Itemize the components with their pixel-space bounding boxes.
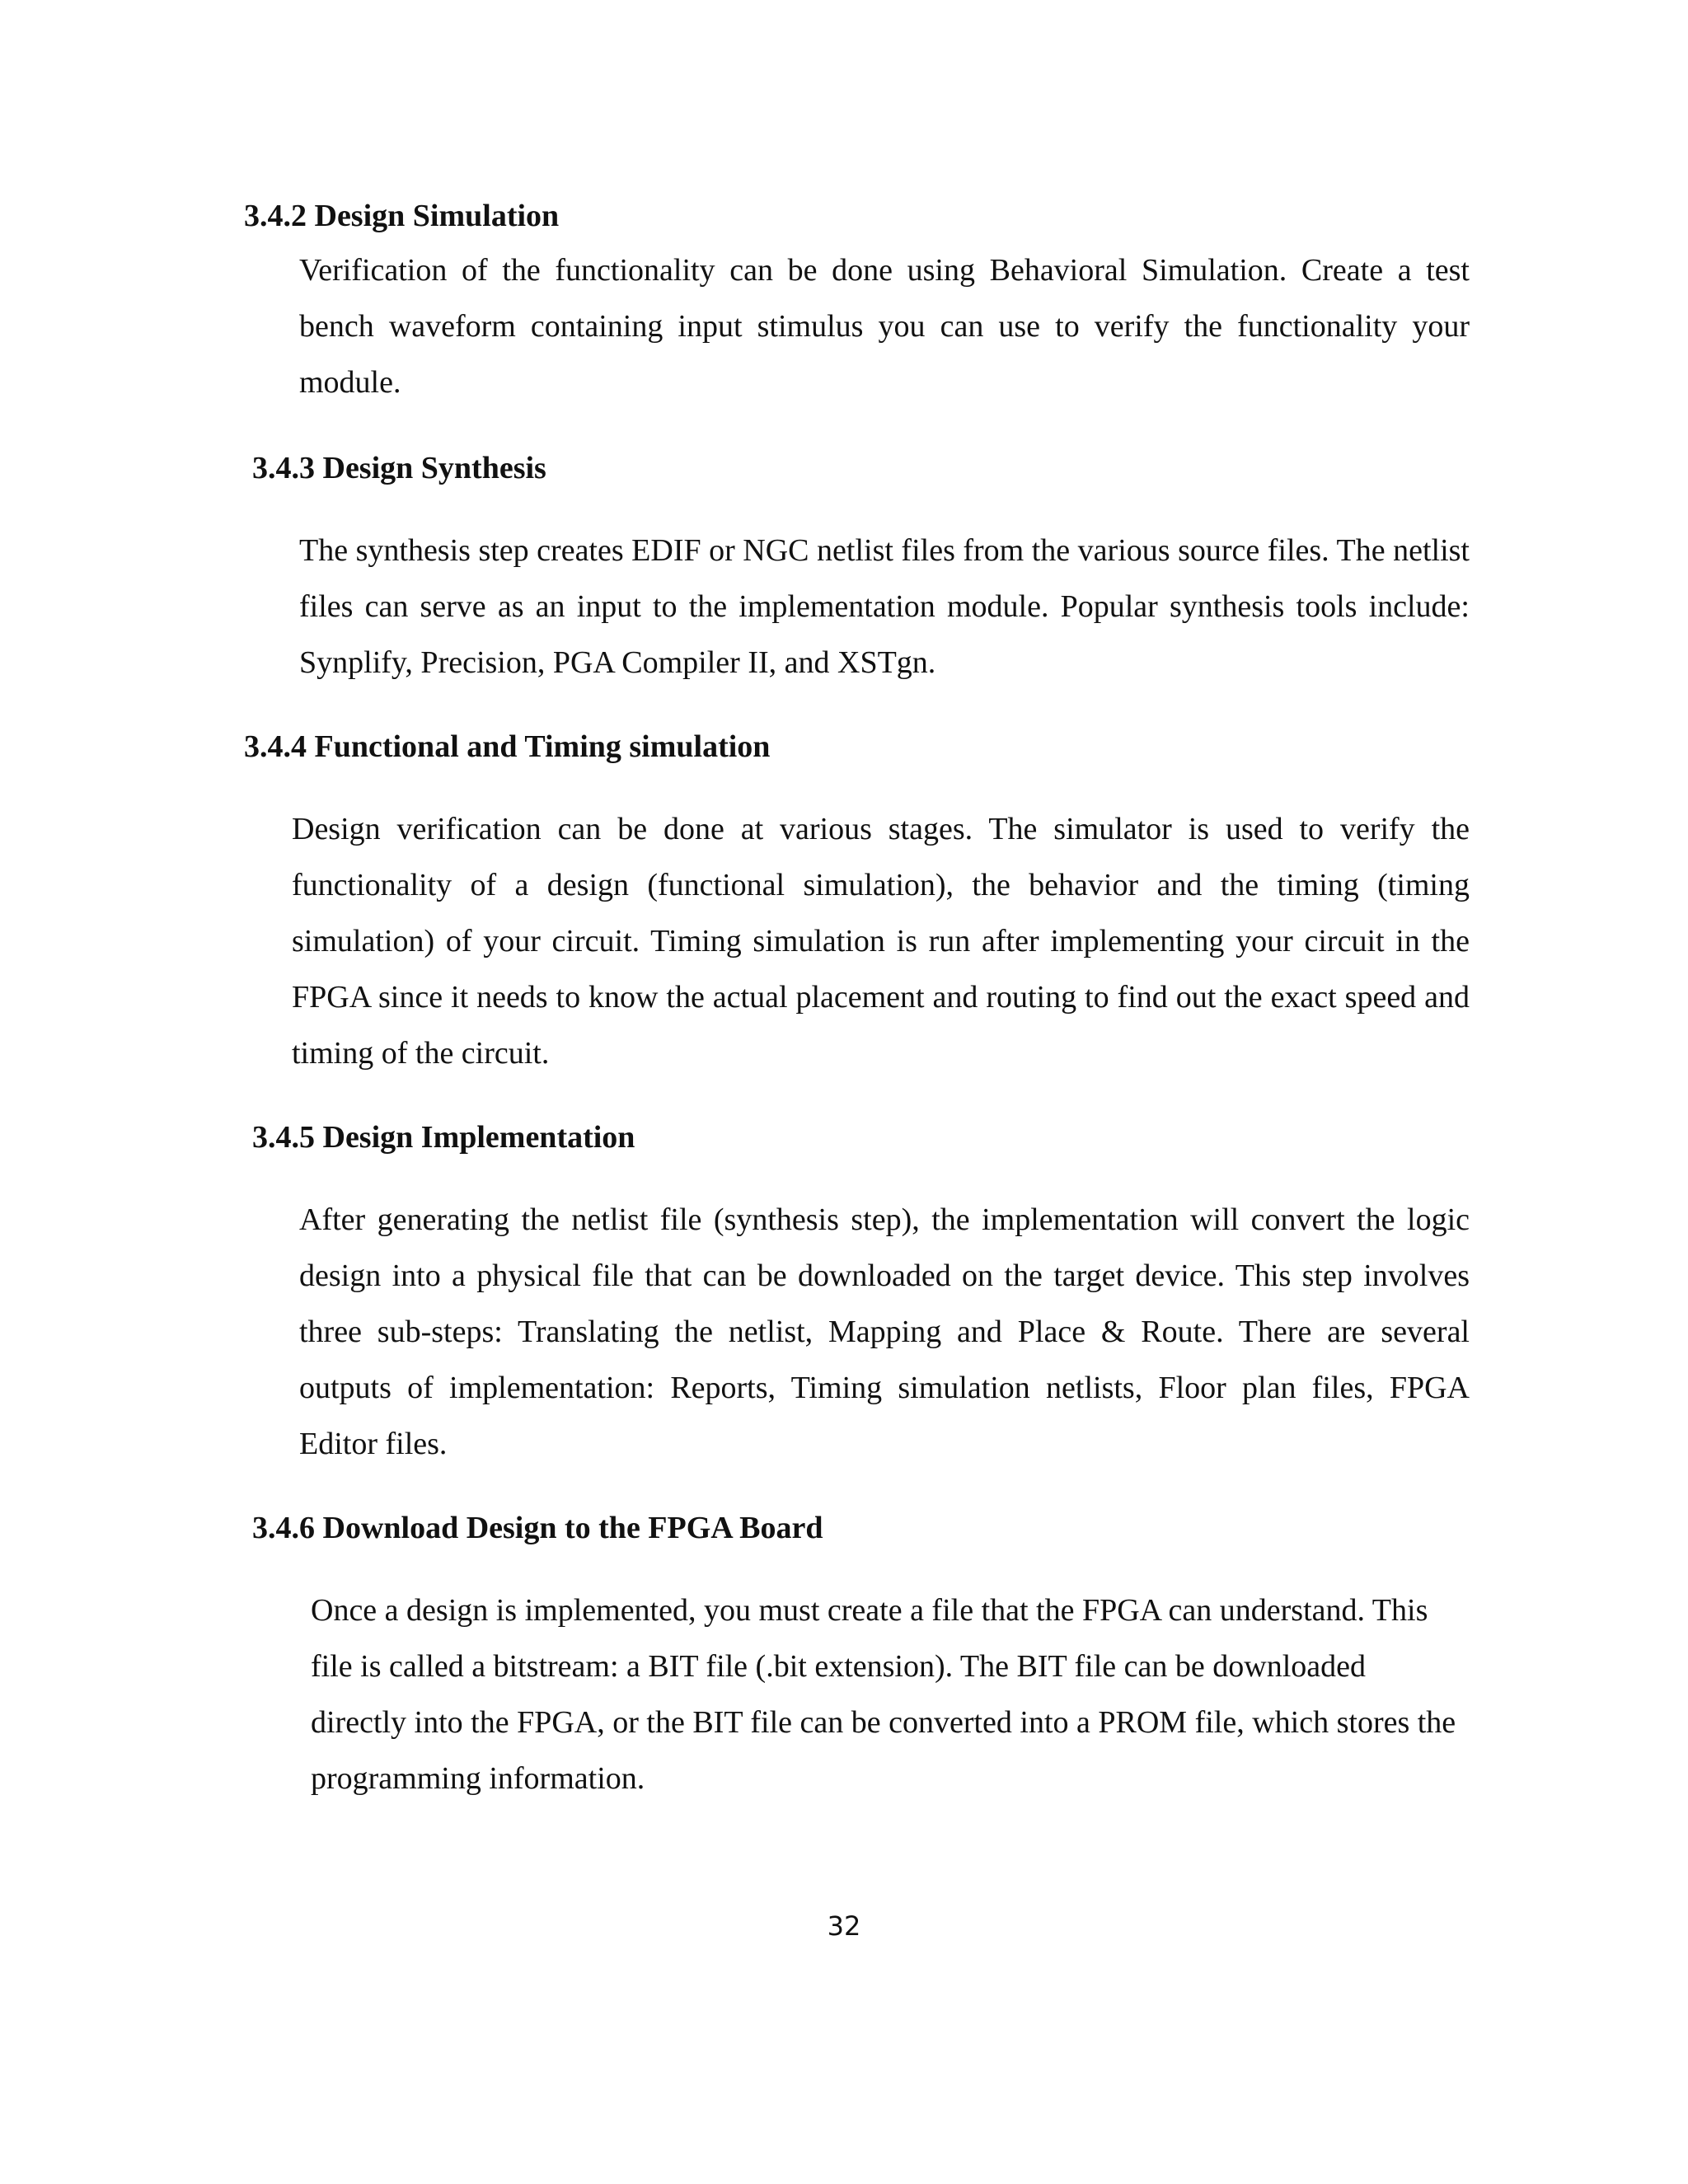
section-heading-design-implementation: 3.4.5 Design Implementation xyxy=(252,1120,635,1155)
section-heading-design-simulation: 3.4.2 Design Simulation xyxy=(244,199,560,233)
section-text-design-simulation: Verification of the functionality can be done using Behavioral Simulation. Create a test bench waveform containing input stimulus you can use to verify the functionality your module. xyxy=(299,253,1470,400)
page-number: 32 xyxy=(827,1910,861,1942)
section-text-design-implementation: After generating the netlist file (synthesis step), the implementation will convert the logic design into a physical file that can be downloaded on the target device. This step involves three sub-steps: Translating the netlist, Mapping and Place & Route. There are several outputs of implementation: Reports, Timing simulation netlists, Floor plan files, FPGA Editor files. xyxy=(299,1202,1470,1461)
section-heading-functional-timing-simulation: 3.4.4 Functional and Timing simulation xyxy=(244,729,771,764)
section-heading-download-design: 3.4.6 Download Design to the FPGA Board xyxy=(252,1511,823,1545)
section-text-download-design: Once a design is implemented, you must create a file that the FPGA can understand. This file is called a bitstream: a BIT file (.bit extension). The BIT file can be downloaded directly into the FPGA, or the BIT file can be converted into a PROM file, which stores the programming information. xyxy=(311,1593,1456,1796)
section-text-design-synthesis: The synthesis step creates EDIF or NGC netlist files from the various source files. The netlist files can serve as an input to the implementation module. Popular synthesis tools include: Synplify, Precision, PGA Compiler II, and XSTgn. xyxy=(299,533,1470,680)
section-text-functional-timing-simulation: Design verification can be done at various stages. The simulator is used to verify the functionality of a design (functional simulation), the behavior and the timing (timing simulation) of your circuit. Timing simulation is run after implementing your circuit in the FPGA since it needs to know the actual placement and routing to find out the exact speed and timing of the circuit. xyxy=(292,812,1470,1071)
section-heading-design-synthesis: 3.4.3 Design Synthesis xyxy=(252,451,546,485)
